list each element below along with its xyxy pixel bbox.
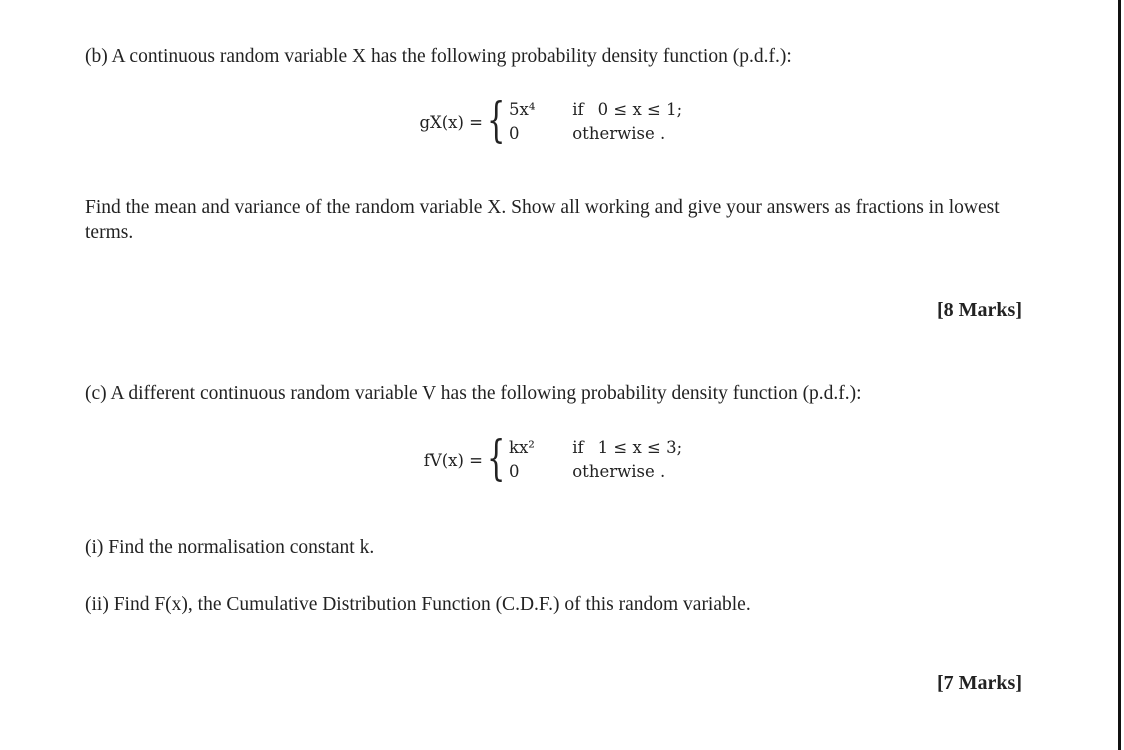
part-c-question-ii: (ii) Find F(x), the Cumulative Distribution Function (C.D.F.) of this random variable. [85, 594, 751, 615]
pdf-case-2 [509, 462, 665, 481]
pdf-case-2-value: 0 [509, 462, 520, 481]
left-brace: { [487, 92, 506, 148]
pdf-case-2-condition: otherwise . [572, 462, 666, 481]
part-c-intro: (c) A different continuous random variable V has the following probability density function (p.d.f.): [85, 383, 862, 404]
pdf-case-1 [509, 100, 682, 119]
part-b-question: Find the mean and variance of the random variable X. Show all working and give your answers as fractions in lowest terms. [85, 197, 1000, 243]
pdf-case-1-if: if [572, 438, 584, 457]
pdf-case-1 [509, 438, 682, 457]
part-c-question-i: (i) Find the normalisation constant k. [85, 537, 375, 558]
pdf-case-2-condition: otherwise . [572, 124, 666, 143]
pdf-case-1-value: 5x⁴ [509, 100, 536, 119]
left-brace: { [487, 430, 506, 486]
pdf-case-1-condition: 0 ≤ x ≤ 1; [597, 100, 683, 119]
pdf-case-1-if: if [572, 100, 584, 119]
pdf-case-2 [509, 124, 665, 143]
pdf-lhs: gX(x) = [419, 113, 483, 132]
part-c-marks: [7 Marks] [937, 672, 1022, 694]
pdf-case-1-condition: 1 ≤ x ≤ 3; [597, 438, 683, 457]
pdf-case-1-value: kx² [509, 438, 535, 457]
page-edge-line [1118, 0, 1121, 750]
pdf-lhs: fV(x) = [423, 451, 483, 470]
part-b-marks: [8 Marks] [937, 299, 1022, 321]
part-b-intro: (b) A continuous random variable X has the following probability density function (p.d.f.): [85, 46, 792, 67]
pdf-case-2-value: 0 [509, 124, 520, 143]
